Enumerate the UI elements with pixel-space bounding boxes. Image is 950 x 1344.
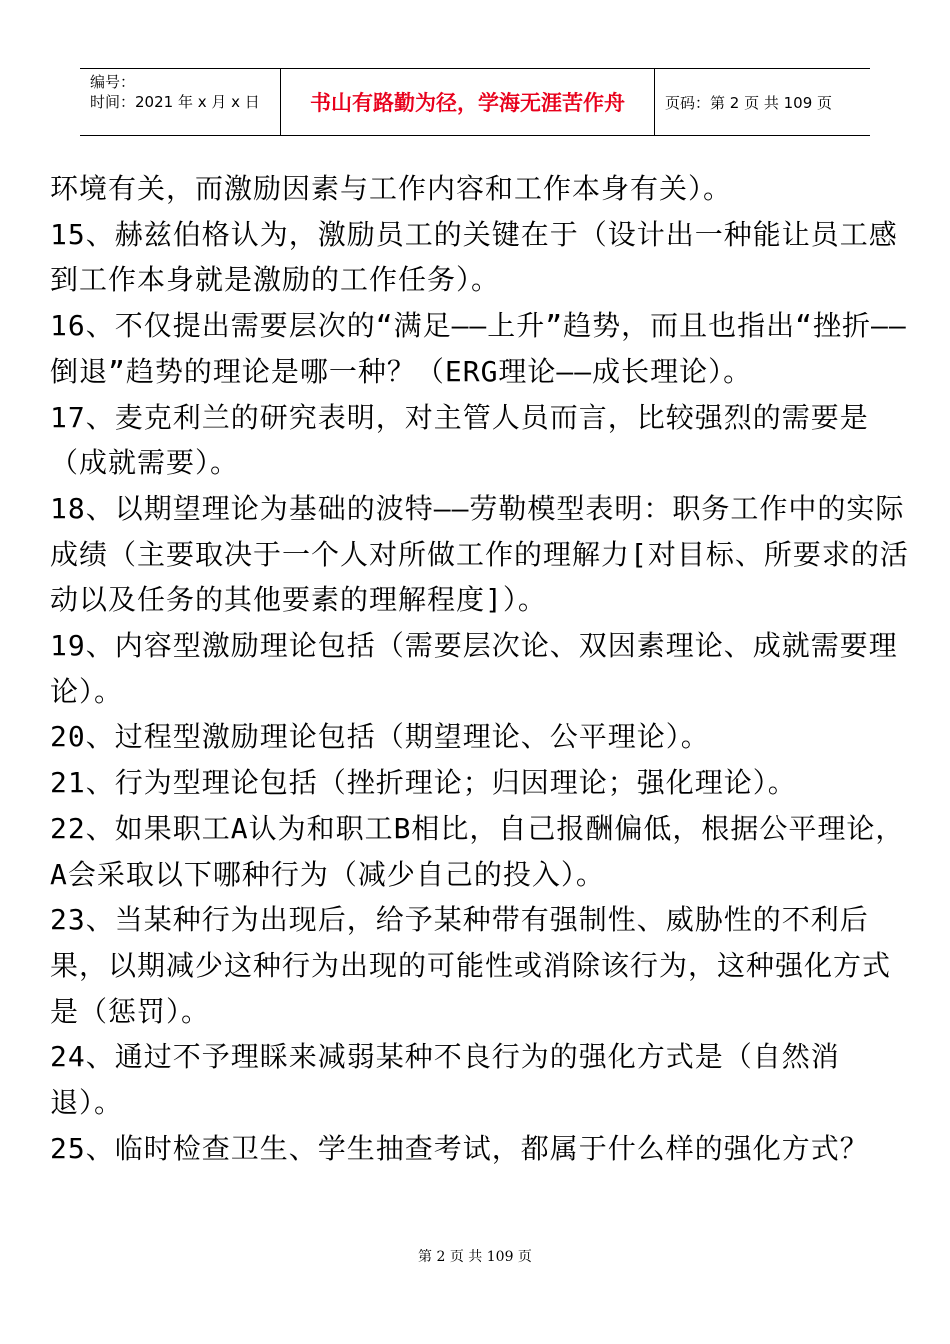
paragraph: 环境有关，而激励因素与工作内容和工作本身有关）。	[50, 172, 733, 205]
header-page-info: 页码：第 2 页 共 109 页	[665, 93, 833, 112]
document-header	[80, 68, 870, 136]
paragraph: 16、不仅提出需要层次的“满足——上升”趋势，而且也指出“挫折——倒退”趋势的理论是哪一种？（ERG理论——成长理论）。	[50, 309, 907, 388]
paragraph: 20、过程型激励理论包括（期望理论、公平理论）。	[50, 720, 710, 754]
paragraph: 25、临时检查卫生、学生抽查考试，都属于什么样的强化方式？	[50, 1131, 869, 1165]
paragraph: 15、赫兹伯格认为，激励员工的关键在于（设计出一种能让员工感到工作本身就是激励的工作任务）。	[50, 217, 898, 297]
paragraph: 21、行为型理论包括（挫折理论；归因理论；强化理论）。	[50, 766, 797, 800]
paragraph: 23、当某种行为出现后，给予某种带有强制性、威胁性的不利后果，以期减少这种行为出现的可能性或消除该行为，这种强化方式是（惩罚）。	[50, 903, 892, 1028]
paragraph: 19、内容型激励理论包括（需要层次论、双因素理论、成就需要理论）。	[50, 629, 898, 708]
paragraph: 18、以期望理论为基础的波特——劳勒模型表明：职务工作中的实际成绩（主要取决于一个人对所做工作的理解力[对目标、所要求的活动以及任务的其他要素的理解程度]）。	[50, 491, 909, 617]
header-motto: 书山有路勤为径，学海无涯苦作舟	[281, 69, 655, 135]
document-body	[50, 166, 910, 1171]
header-meta-cell	[80, 69, 281, 135]
paragraph: 24、通过不予理睬来减弱某种不良行为的强化方式是（自然消退）。	[50, 1040, 840, 1120]
document-number-label: 编号：	[90, 73, 136, 91]
paragraph: 22、如果职工A认为和职工B相比，自己报酬偏低，根据公平理论，A会采取以下哪种行为（减少自己的投入）。	[50, 811, 905, 891]
page-footer: 第 2 页 共 109 页	[418, 1249, 532, 1265]
document-time-label: 时间：2021 年 x 月 x 日	[90, 93, 260, 111]
paragraph: 17、麦克利兰的研究表明，对主管人员而言，比较强烈的需要是（成就需要）。	[50, 400, 869, 480]
